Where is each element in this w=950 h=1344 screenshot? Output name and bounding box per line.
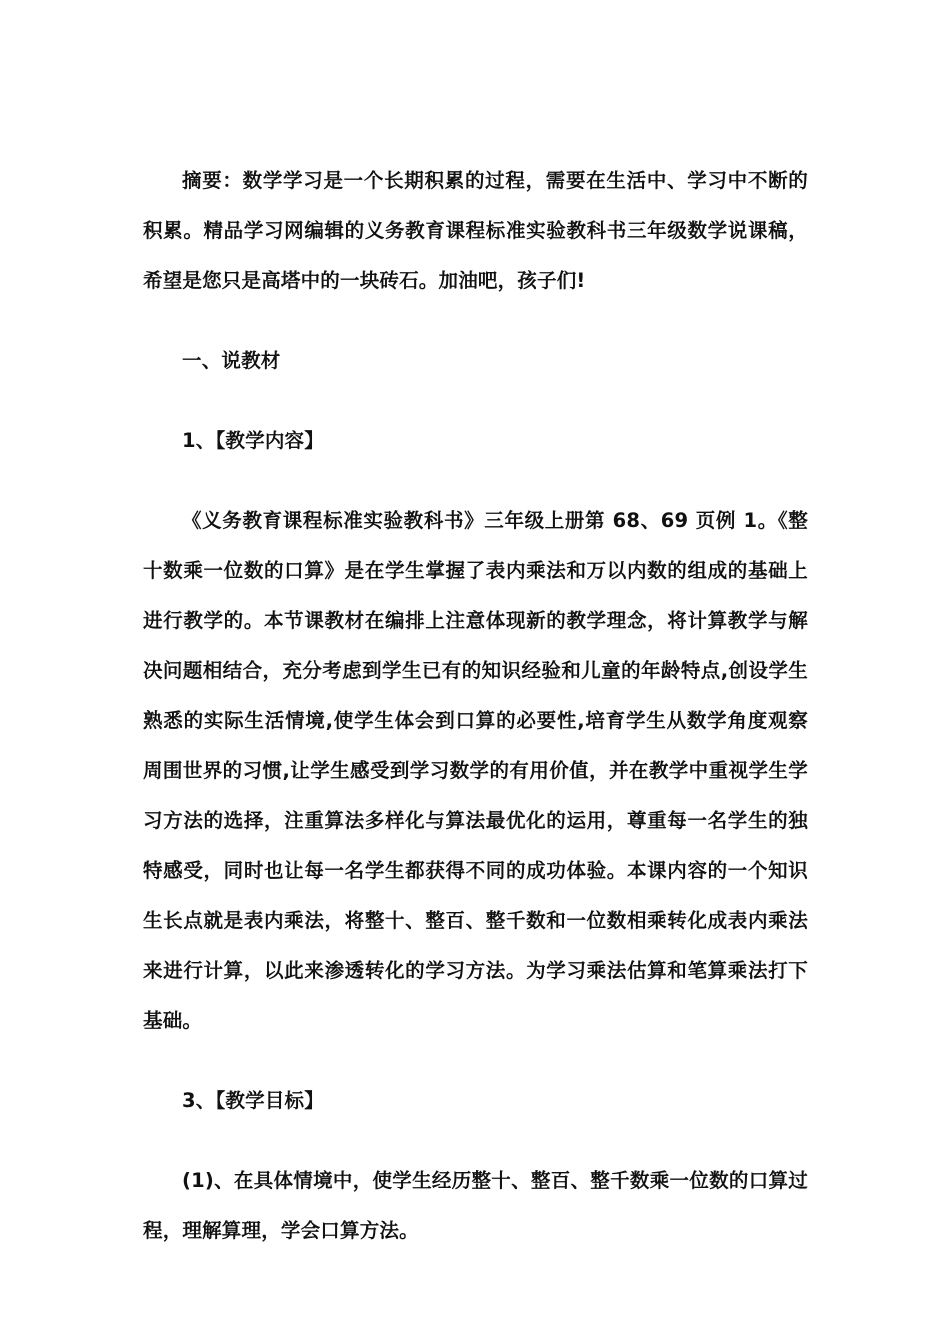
section-heading-teaching-material: 一、说教材 [182, 349, 281, 372]
teaching-content-paragraph: 《义务教育课程标准实验教科书》三年级上册第 68、69 页例 1。《整十数乘一位数的口算》是在学生掌握了表内乘法和万以内数的组成的基础上进行教学的。本节课教材在编排上注意体现新的教学理念，将计算教学与解决问题相结合，充分考虑到学生已有的知识经验和儿童的年龄特点,创设学生熟悉的实际生活情境,使学生体会到口算的必要性,培育学生从数学角度观察周围世界的习惯,让学生感受到学习数学的有用价值，并在教学中重视学生学习方法的选择，注重算法多样化与算法最优化的运用，尊重每一名学生的独特感受，同时也让每一名学生都获得不同的成功体验。本课内容的一个知识生长点就是表内乘法，将整十、整百、整千数和一位数相乘转化成表内乘法来进行计算，以此来渗透转化的学习方法。为学习乘法估算和笔算乘法打下基础。 [143, 509, 808, 1032]
teaching-goal-item-1: (1)、在具体情境中，使学生经历整十、整百、整千数乘一位数的口算过程，理解算理，学会口算方法。 [143, 1169, 808, 1242]
abstract-paragraph: 摘要：数学学习是一个长期积累的过程，需要在生活中、学习中不断的积累。精品学习网编辑的义务教育课程标准实验教科书三年级数学说课稿，希望是您只是高塔中的一块砖石。加油吧，孩子们! [143, 169, 808, 292]
document-body [143, 156, 808, 1256]
subheading-teaching-goals: 3、【教学目标】 [182, 1089, 324, 1112]
subheading-teaching-content: 1、【教学内容】 [182, 429, 324, 452]
